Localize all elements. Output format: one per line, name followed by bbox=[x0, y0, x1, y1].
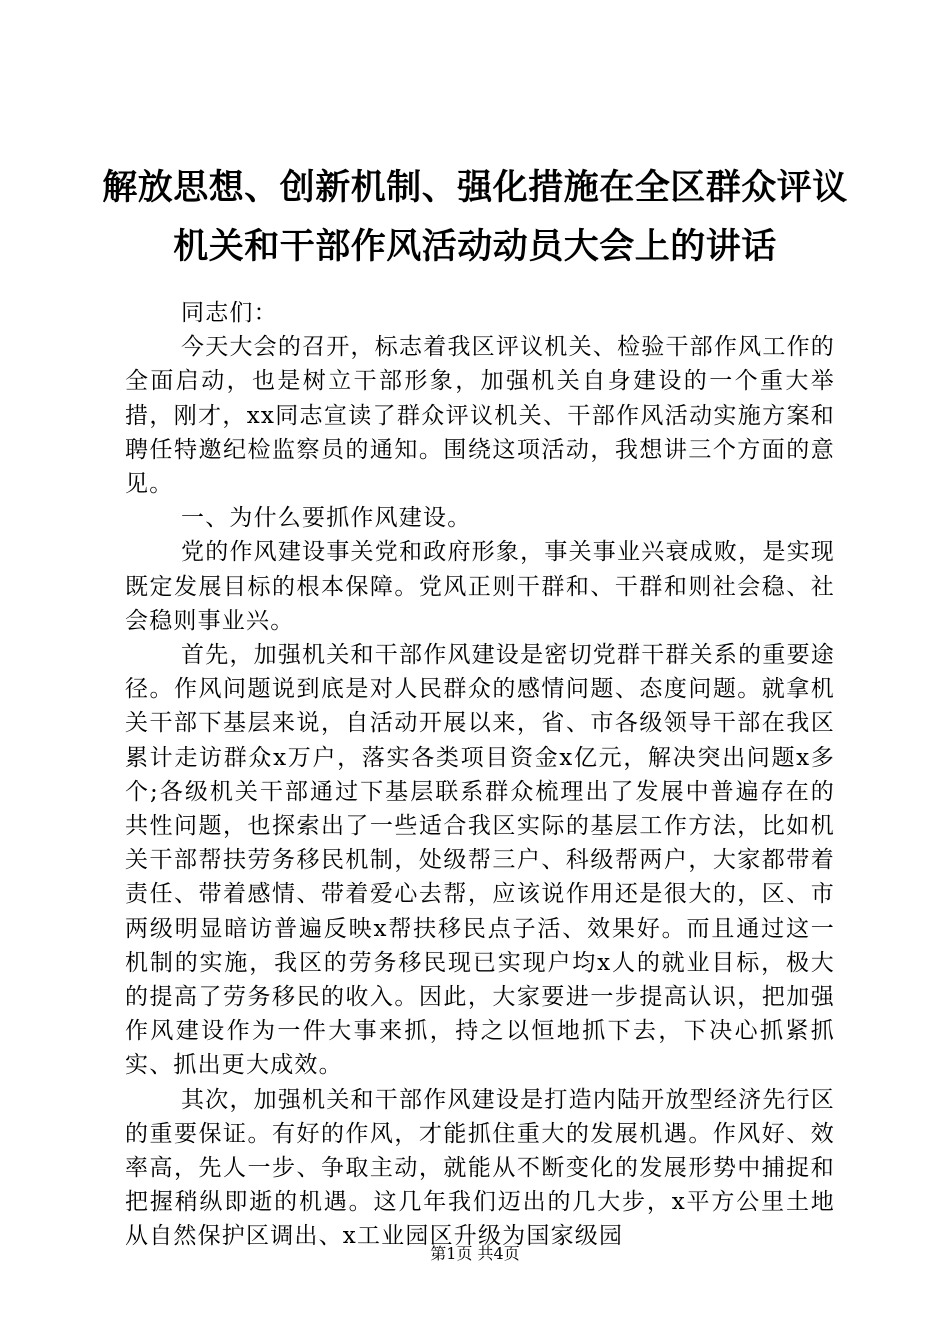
body-paragraph: 党的作风建设事关党和政府形象，事关事业兴衰成败，是实现既定发展目标的根本保障。党风正则干群和、干群和则社会稳、社会稳则事业兴。 bbox=[125, 539, 835, 634]
body-paragraph: 首先，加强机关和干部作风建设是密切党群干群关系的重要途径。作风问题说到底是对人民群众的感情问题、态度问题。就拿机关干部下基层来说，自活动开展以来，省、市各级领导干部在我区累计走访群众x万户，落实各类项目资金x亿元，解决突出问题x多个;各级机关干部通过下基层联系群众梳理出了发展中普遍存在的共性问题，也探索出了一些适合我区实际的基层工作方法，比如机关干部帮扶劳务移民机制，处级帮三户、科级帮两户，大家都带着责任、带着感情、带着爱心去帮，应该说作用还是很大的，区、市两级明显暗访普遍反映x帮扶移民点子活、效果好。而且通过这一机制的实施，我区的劳务移民现已实现户均x人的就业目标，极大的提高了劳务移民的收入。因此，大家要进一步提高认识，把加强作风建设作为一件大事来抓，持之以恒地抓下去，下决心抓紧抓实、抓出更大成效。 bbox=[125, 642, 835, 1079]
salutation-paragraph: 同志们： bbox=[181, 300, 278, 326]
body-paragraph: 其次，加强机关和干部作风建设是打造内陆开放型经济先行区的重要保证。有好的作风，才能抓住重大的发展机遇。作风好、效率高，先人一步、争取主动，就能从不断变化的发展形势中捕捉和把握稍纵即逝的机遇。这几年我们迈出的几大步，x平方公里土地从自然保护区调出、x工业园区升级为国家级园 bbox=[125, 1086, 835, 1250]
document-body bbox=[125, 296, 835, 1254]
document-title: 解放思想、创新机制、强化措施在全区群众评议机关和干部作风活动动员大会上的讲话 bbox=[102, 167, 848, 267]
page-number-footer: 第1页 共4页 bbox=[430, 1244, 520, 1263]
body-paragraph: 今天大会的召开，标志着我区评议机关、检验干部作风工作的全面启动，也是树立干部形象，加强机关自身建设的一个重大举措，刚才，xx同志宣读了群众评议机关、干部作风活动实施方案和聘任特邀纪检监察员的通知。围绕这项活动，我想讲三个方面的意见。 bbox=[125, 334, 835, 498]
section-heading: 一、为什么要抓作风建设。 bbox=[181, 505, 472, 532]
